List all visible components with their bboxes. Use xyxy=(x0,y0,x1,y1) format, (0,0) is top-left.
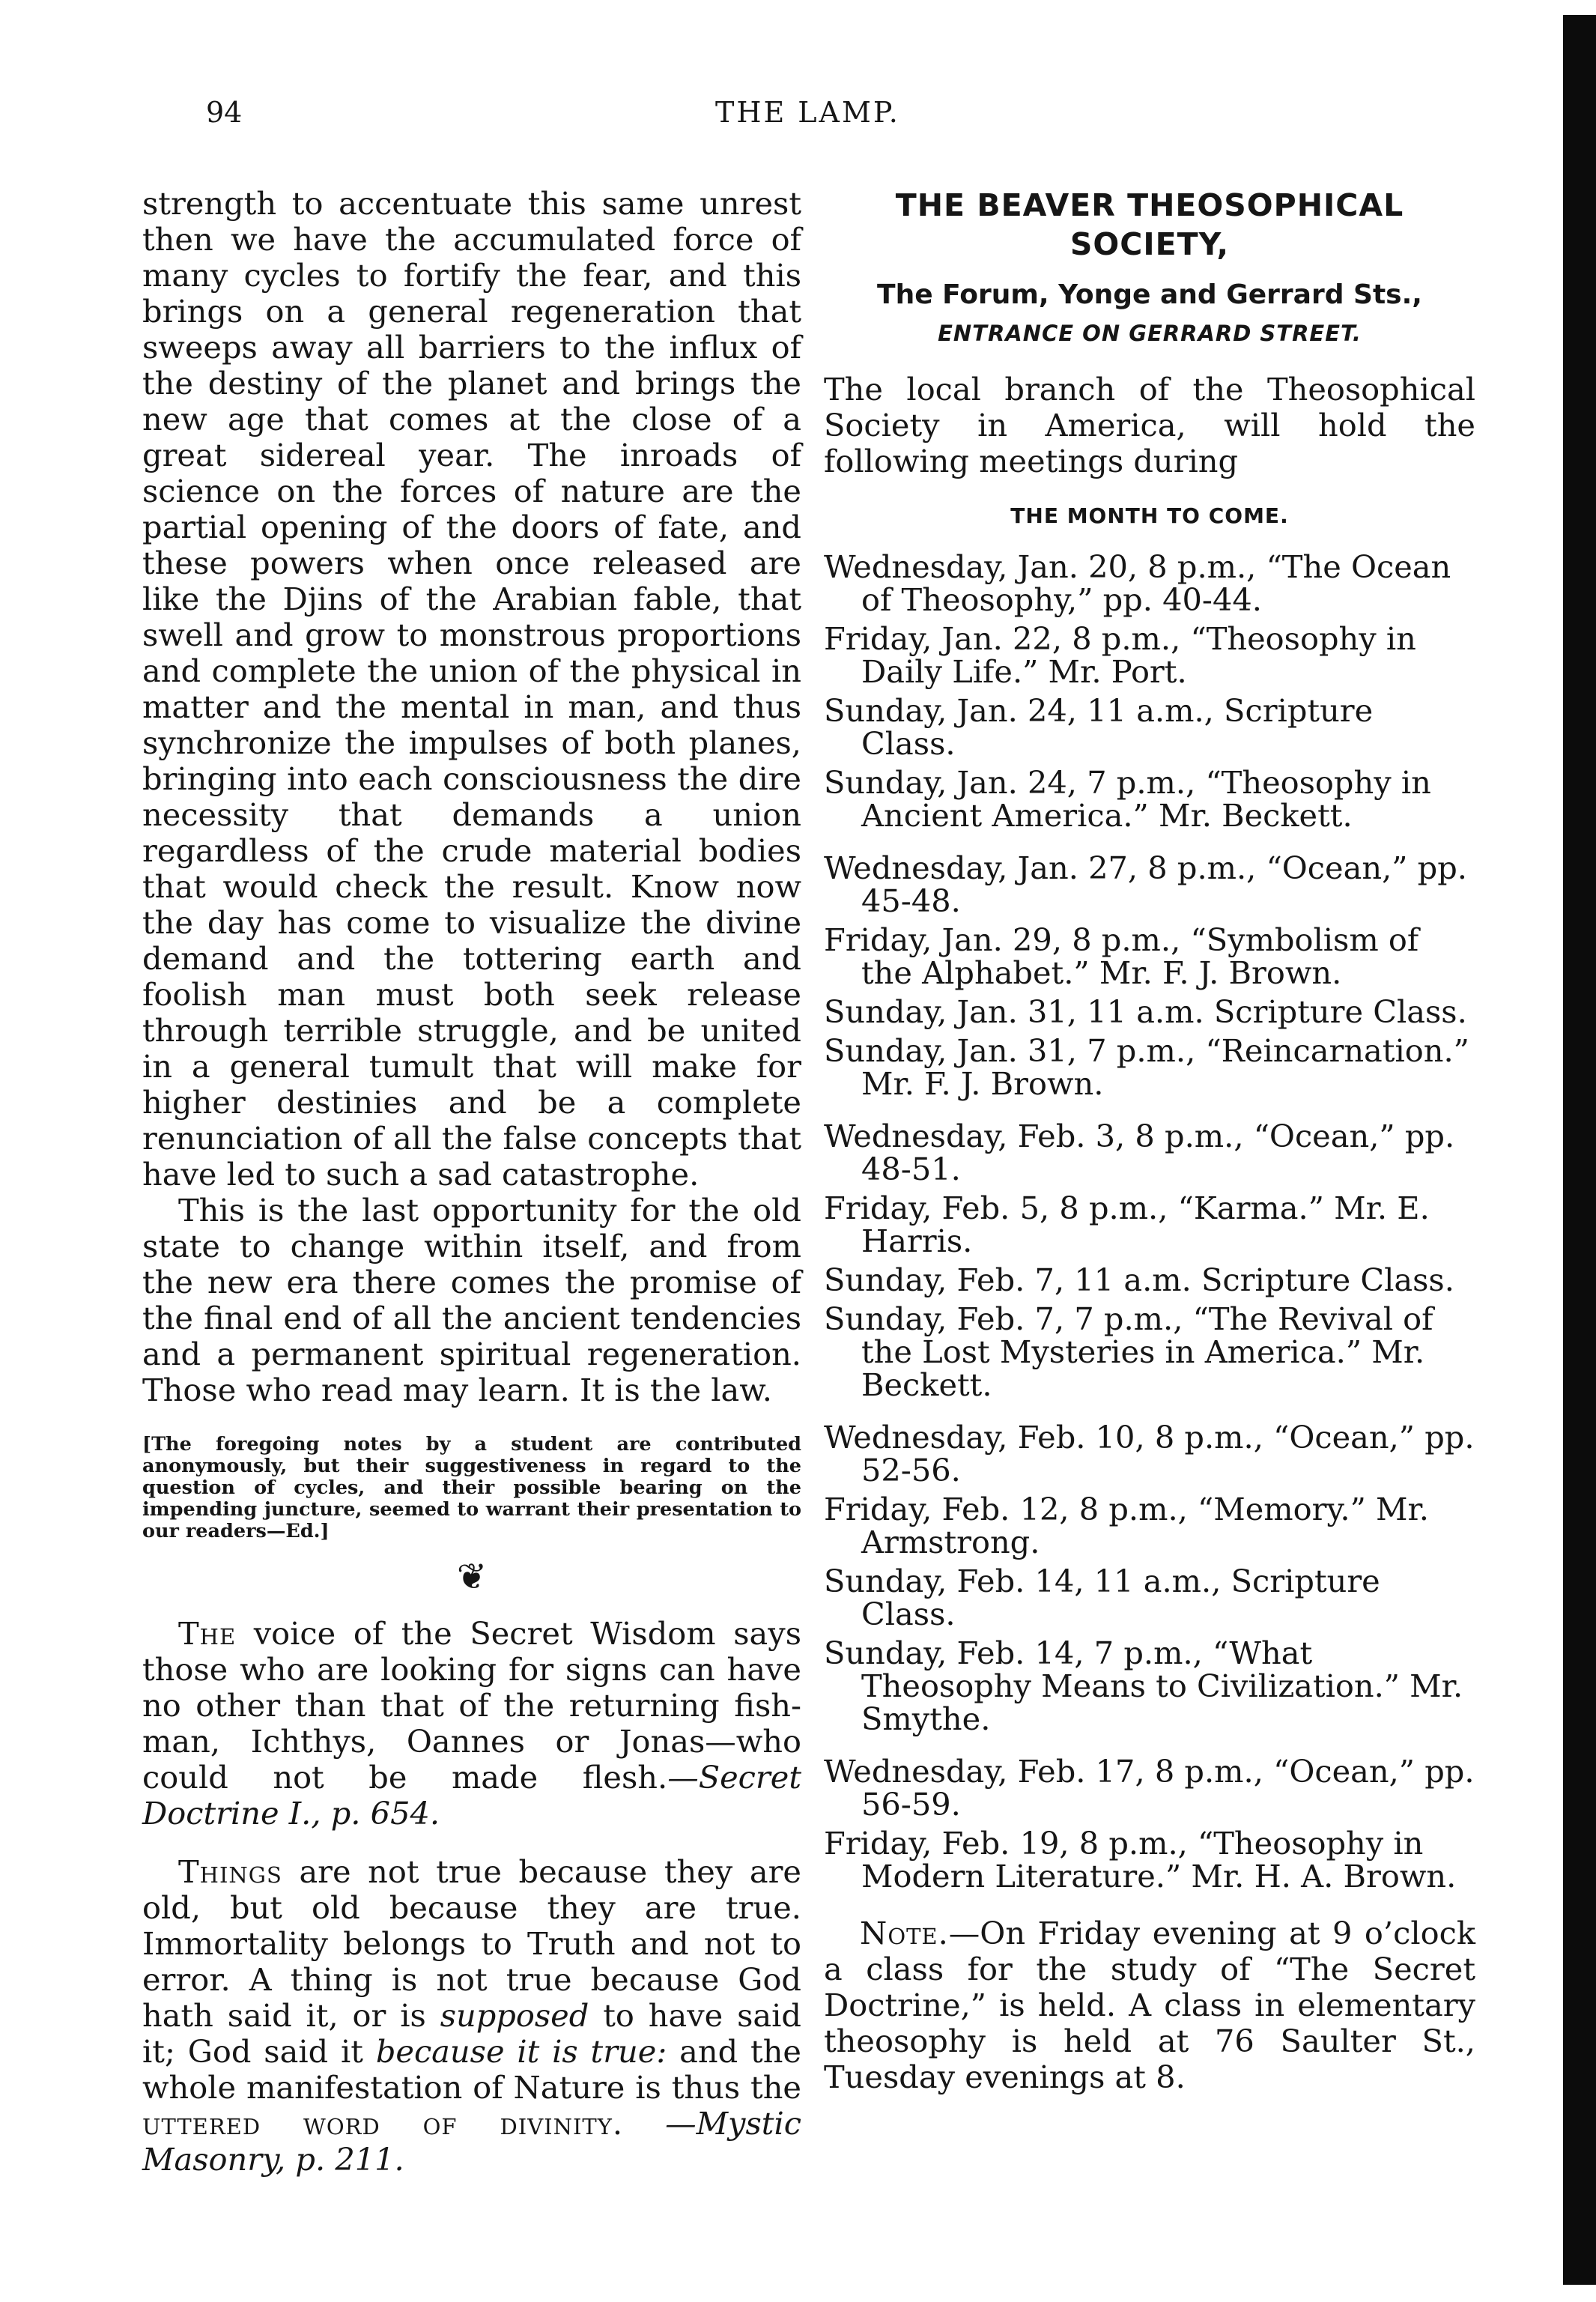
article-paragraph-1: strength to accentuate this same unrest then we have the accumulated force of many cycles to fortify the fear, and this brings on a general regeneration that sweeps away all barriers to the influx of the destiny of the planet and brings the new age that comes at the close of a great sidereal year. The inroads of science on the forces of nature are the partial opening of the doors of fate, and these powers when once released are like the Djins of the Arabian fable, that swell and grow to monstrous proportions and complete the union of the physical in matter and the mental in man, and thus synchronize the impulses of both planes, bringing into each consciousness the dire necessity that demands a union regardless of the crude material bodies that would check the result. Know now the day has come to visualize the divine demand and the tottering earth and foolish man must both seek release through terrible struggle, and be united in a general tumult that will make for higher destinies and be a complete renunciation of all the false concepts that have led to such a sad catastrophe. xyxy=(142,185,801,1193)
meeting-item: Friday, Feb. 19, 8 p.m., “Theosophy in Modern Literature.” Mr. H. A. Brown. xyxy=(824,1825,1457,1894)
right-column xyxy=(824,186,1475,2095)
running-title: THE LAMP. xyxy=(715,96,900,129)
quote-lead: The xyxy=(178,1615,237,1652)
article-paragraph-2: This is the last opportunity for the old state to change within itself, and from the new era there comes the promise of the final end of all the ancient tendencies and a permanent spiritual regeneration. Those who read may learn. It is the law. xyxy=(142,1192,801,1408)
running-head xyxy=(0,96,1596,141)
quote-small-caps: uttered word of divinity. xyxy=(142,2105,624,2142)
society-entrance: ENTRANCE ON GERRARD STREET. xyxy=(938,321,1362,346)
month-heading: THE MONTH TO COME. xyxy=(1010,503,1289,528)
quote-text-2: to have said it; God said it xyxy=(142,1997,801,2070)
meeting-item: Sunday, Feb. 7, 7 p.m., “The Revival of the Lost Mysteries in America.” Mr. Beckett. xyxy=(824,1300,1433,1403)
meeting-item: Friday, Feb. 12, 8 p.m., “Memory.” Mr. Armstrong. xyxy=(824,1491,1429,1560)
meeting-item: Friday, Jan. 22, 8 p.m., “Theosophy in Daily Life.” Mr. Port. xyxy=(824,620,1416,690)
note-body: —On Friday evening at 9 o’clock a class for the study of “The Secret Doctrine,” is held. A class in elementary theosophy is held at 76 Saulter St., Tuesday evenings at 8. xyxy=(824,1915,1475,2095)
quote-source: —Mystic Masonry, p. 211. xyxy=(142,2105,801,2178)
quote-text-1: are not true because they are old, but old because they are true. Immortality belongs to Truth and not to error. A thing is not true because God hath said it, or is xyxy=(142,1853,801,2034)
meeting-list xyxy=(824,548,1475,1894)
meeting-item: Friday, Jan. 29, 8 p.m., “Symbolism of the Alphabet.” Mr. F. J. Brown. xyxy=(824,921,1419,991)
secret-wisdom-quote xyxy=(142,1616,801,1832)
note-lead: Note. xyxy=(860,1915,949,1951)
quote-text-3: and the whole manifestation of Nature is thus the xyxy=(142,2033,801,2106)
society-intro: The local branch of the Theosophical Society in America, will hold the following meetings during xyxy=(824,371,1475,479)
page-number: 94 xyxy=(206,96,243,129)
editor-note: [The foregoing notes by a student are contributed anonymously, but their suggestiveness in regard to the question of cycles, and their possible bearing on the impending juncture, seemed to warrant their presentation to our readers—Ed.] xyxy=(142,1433,801,1542)
meeting-item: Wednesday, Jan. 27, 8 p.m., “Ocean,” pp. 45-48. xyxy=(824,849,1467,919)
meeting-item: Sunday, Feb. 14, 7 p.m., “What Theosophy Means to Civilization.” Mr. Smythe. xyxy=(824,1635,1463,1737)
meeting-item: Wednesday, Feb. 10, 8 p.m., “Ocean,” pp. 52-56. xyxy=(824,1419,1475,1488)
meeting-item: Wednesday, Feb. 3, 8 p.m., “Ocean,” pp. 48-51. xyxy=(824,1118,1455,1187)
quote-body: voice of the Secret Wisdom says those who are looking for signs can have no other than that of the returning fish-man, Ichthys, Oannes or Jonas—who could not be made flesh. xyxy=(142,1615,801,1796)
meeting-item: Sunday, Jan. 31, 7 p.m., “Reincarnation.” Mr. F. J. Brown. xyxy=(824,1032,1469,1102)
page-edge-bar xyxy=(1563,15,1596,2285)
meeting-item: Sunday, Feb. 7, 11 a.m. Scripture Class. xyxy=(824,1261,1454,1298)
leaf-ornament-icon: ❦ xyxy=(456,1556,488,1598)
left-column xyxy=(142,186,801,2200)
meeting-item: Sunday, Jan. 24, 7 p.m., “Theosophy in Ancient America.” Mr. Beckett. xyxy=(824,764,1431,834)
truth-quote xyxy=(142,1854,801,2178)
quote-source: —Secret Doctrine I., p. 654. xyxy=(142,1759,801,1832)
quote-emphasis-1: supposed xyxy=(440,1997,589,2034)
meeting-item: Wednesday, Jan. 20, 8 p.m., “The Ocean of Theosophy,” pp. 40-44. xyxy=(824,548,1451,618)
meeting-item: Wednesday, Feb. 17, 8 p.m., “Ocean,” pp. 56-59. xyxy=(824,1753,1475,1823)
quote-emphasis-2: because it is true: xyxy=(375,2033,667,2070)
meeting-item: Sunday, Jan. 24, 11 a.m., Scripture Class. xyxy=(824,692,1374,762)
society-location: The Forum, Yonge and Gerrard Sts., xyxy=(877,279,1422,310)
quote-lead: Things xyxy=(178,1853,282,1890)
meeting-item: Sunday, Jan. 31, 11 a.m. Scripture Class. xyxy=(824,993,1467,1030)
meeting-item: Sunday, Feb. 14, 11 a.m., Scripture Class. xyxy=(824,1563,1380,1632)
society-title: THE BEAVER THEOSOPHICAL SOCIETY, xyxy=(895,187,1404,262)
class-note xyxy=(824,1915,1475,2095)
meeting-item: Friday, Feb. 5, 8 p.m., “Karma.” Mr. E. Harris. xyxy=(824,1190,1430,1259)
